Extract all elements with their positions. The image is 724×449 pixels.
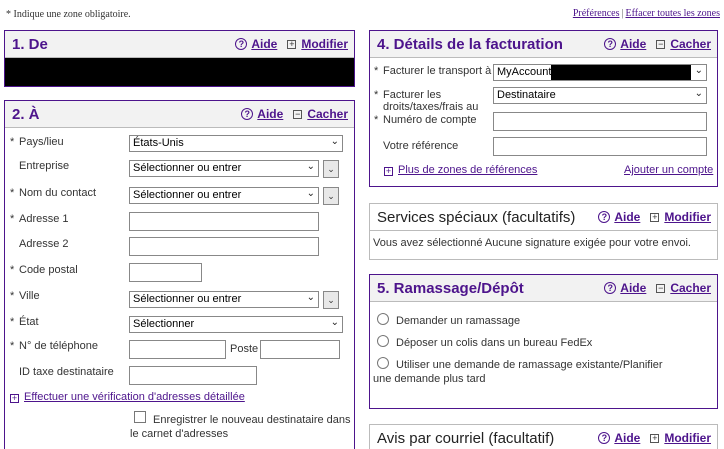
city-dropdown-button[interactable]: ⌄	[323, 291, 339, 309]
required-marker: *	[10, 213, 15, 225]
bill-duties-value: Destinataire	[497, 89, 556, 101]
plus-icon[interactable]: +	[652, 211, 658, 222]
state-select[interactable]	[129, 316, 343, 333]
to-hide-link[interactable]: Cacher	[307, 107, 348, 121]
more-refs-plus-icon[interactable]: +	[385, 166, 392, 176]
required-marker: *	[10, 316, 15, 328]
reference-input[interactable]	[493, 137, 707, 156]
postal-code-input[interactable]	[129, 263, 202, 282]
section-from	[4, 30, 355, 87]
clear-all-link[interactable]: Effacer toutes les zones	[625, 8, 720, 19]
pickup-request-radio[interactable]	[377, 313, 389, 325]
special-help-link[interactable]: Aide	[614, 210, 641, 224]
section-from-header	[5, 31, 354, 58]
chevron-down-icon: ⌄	[330, 317, 339, 328]
required-marker: *	[10, 136, 15, 148]
company-input[interactable]	[129, 160, 319, 177]
save-recipient-label-line2: le carnet d'adresses	[130, 428, 229, 440]
from-modify-link[interactable]: Modifier	[301, 37, 348, 51]
minus-icon[interactable]: −	[295, 108, 301, 119]
section-email-title: Avis par courriel (facultatif)	[377, 430, 555, 447]
chevron-down-icon: ⌄	[694, 65, 703, 76]
dropoff-label: Déposer un colis dans un bureau FedEx	[396, 337, 593, 349]
help-icon[interactable]: ?	[235, 38, 247, 50]
special-modify-link[interactable]: Modifier	[664, 210, 711, 224]
country-select[interactable]	[129, 135, 343, 152]
bill-transport-value: MyAccount	[497, 66, 552, 78]
plus-icon[interactable]: +	[289, 38, 295, 49]
section-to-header	[5, 101, 354, 128]
tax-id-label: ID taxe destinataire	[19, 366, 114, 378]
plus-icon[interactable]: +	[652, 432, 658, 443]
from-help-link[interactable]: Aide	[251, 37, 278, 51]
state-label: État	[19, 316, 39, 328]
required-marker: *	[10, 187, 15, 199]
tax-id-input[interactable]	[129, 366, 257, 385]
account-number-redacted	[551, 65, 691, 80]
expand-plus-icon[interactable]: +	[11, 393, 18, 403]
contact-input-value: Sélectionner ou entrer	[133, 189, 242, 201]
email-help-link[interactable]: Aide	[614, 431, 641, 445]
email-modify-link[interactable]: Modifier	[664, 431, 711, 445]
contact-label: Nom du contact	[19, 187, 97, 199]
section-pickup-header	[370, 275, 717, 302]
company-dropdown-button[interactable]: ⌄	[323, 160, 339, 178]
section-pickup-title: 5. Ramassage/Dépôt	[377, 280, 524, 297]
top-links-separator: |	[621, 8, 624, 19]
minus-icon[interactable]: −	[658, 282, 664, 293]
section-billing-title: 4. Détails de la facturation	[377, 36, 563, 53]
state-select-value: Sélectionner	[133, 318, 195, 330]
extension-input[interactable]	[260, 340, 340, 359]
account-number-label: Numéro de compte	[383, 114, 477, 126]
existing-pickup-label-line2: une demande plus tard	[373, 373, 486, 385]
section-billing-actions	[604, 37, 711, 51]
dropoff-radio[interactable]	[377, 335, 389, 347]
company-label: Entreprise	[19, 160, 70, 172]
city-input[interactable]	[129, 291, 319, 308]
company-input-value: Sélectionner ou entrer	[133, 162, 242, 174]
section-to-actions	[241, 107, 348, 121]
pickup-help-link[interactable]: Aide	[620, 281, 647, 295]
required-marker: *	[10, 264, 15, 276]
bill-duties-label-line1: Facturer les	[383, 89, 442, 101]
existing-pickup-label-line1: Utiliser une demande de ramassage existante/Planifier	[396, 359, 663, 371]
section-from-title: 1. De	[12, 36, 48, 53]
address-verification-link[interactable]: Effectuer une vérification d'adresses détaillée	[24, 391, 245, 403]
address1-input[interactable]	[129, 212, 319, 231]
country-select-value: États-Unis	[133, 137, 184, 149]
section-special-header	[370, 204, 717, 231]
chevron-down-icon: ⌄	[330, 136, 339, 147]
save-recipient-label-line1: Enregistrer le nouveau destinataire dans	[153, 414, 351, 426]
reference-label: Votre référence	[383, 140, 459, 152]
bill-duties-select[interactable]	[493, 87, 707, 104]
chevron-down-icon: ⌄	[306, 188, 315, 199]
section-special	[369, 203, 718, 260]
account-number-input[interactable]	[493, 112, 707, 131]
section-to-title: 2. À	[12, 106, 40, 123]
section-pickup-actions	[604, 281, 711, 295]
postal-code-label: Code postal	[19, 264, 78, 276]
chevron-down-icon: ⌄	[306, 161, 315, 172]
chevron-down-icon: ⌄	[694, 88, 703, 99]
required-marker: *	[10, 340, 15, 352]
help-icon[interactable]: ?	[598, 432, 610, 444]
billing-help-link[interactable]: Aide	[620, 37, 647, 51]
address2-label: Adresse 2	[19, 238, 69, 250]
required-marker: *	[374, 114, 379, 126]
preferences-link[interactable]: Préférences	[572, 8, 620, 19]
help-icon[interactable]: ?	[598, 211, 610, 223]
bill-transport-label: Facturer le transport à	[383, 65, 492, 77]
section-special-actions	[598, 210, 711, 224]
pickup-request-label: Demander un ramassage	[396, 315, 521, 327]
to-help-link[interactable]: Aide	[257, 107, 284, 121]
minus-icon[interactable]: −	[658, 38, 664, 49]
address2-input[interactable]	[129, 237, 319, 256]
pickup-hide-link[interactable]: Cacher	[670, 281, 711, 295]
add-account-link[interactable]: Ajouter un compte	[624, 164, 714, 176]
special-services-summary: Vous avez sélectionné Aucune signature exigée pour votre envoi.	[373, 237, 691, 249]
contact-dropdown-button[interactable]: ⌄	[323, 187, 339, 205]
city-input-value: Sélectionner ou entrer	[133, 293, 242, 305]
help-icon[interactable]: ?	[604, 38, 616, 50]
extension-label: Poste	[230, 343, 259, 355]
required-marker: *	[10, 290, 15, 302]
city-label: Ville	[19, 290, 40, 302]
top-links	[573, 8, 720, 19]
billing-hide-link[interactable]: Cacher	[670, 37, 711, 51]
from-address-redacted	[5, 58, 354, 86]
address1-label: Adresse 1	[19, 213, 69, 225]
chevron-down-icon: ⌄	[306, 292, 315, 303]
section-email	[369, 424, 718, 449]
help-icon[interactable]: ?	[241, 108, 253, 120]
section-email-header	[370, 425, 717, 449]
phone-input[interactable]	[129, 340, 226, 359]
required-marker: *	[374, 65, 379, 77]
more-references-link[interactable]: Plus de zones de références	[398, 164, 538, 176]
required-note: * Indique une zone obligatoire.	[6, 9, 131, 20]
bill-duties-label-line2: droits/taxes/frais au	[383, 101, 479, 113]
required-marker: *	[374, 89, 379, 101]
existing-pickup-radio[interactable]	[377, 357, 389, 369]
save-recipient-checkbox[interactable]	[134, 411, 146, 423]
section-email-actions	[598, 431, 711, 445]
section-billing-header	[370, 31, 717, 58]
phone-label: N° de téléphone	[19, 340, 99, 352]
help-icon[interactable]: ?	[604, 282, 616, 294]
country-label: Pays/lieu	[19, 136, 64, 148]
section-from-actions	[235, 37, 348, 51]
section-special-title: Services spéciaux (facultatifs)	[377, 209, 576, 226]
contact-input[interactable]	[129, 187, 319, 204]
